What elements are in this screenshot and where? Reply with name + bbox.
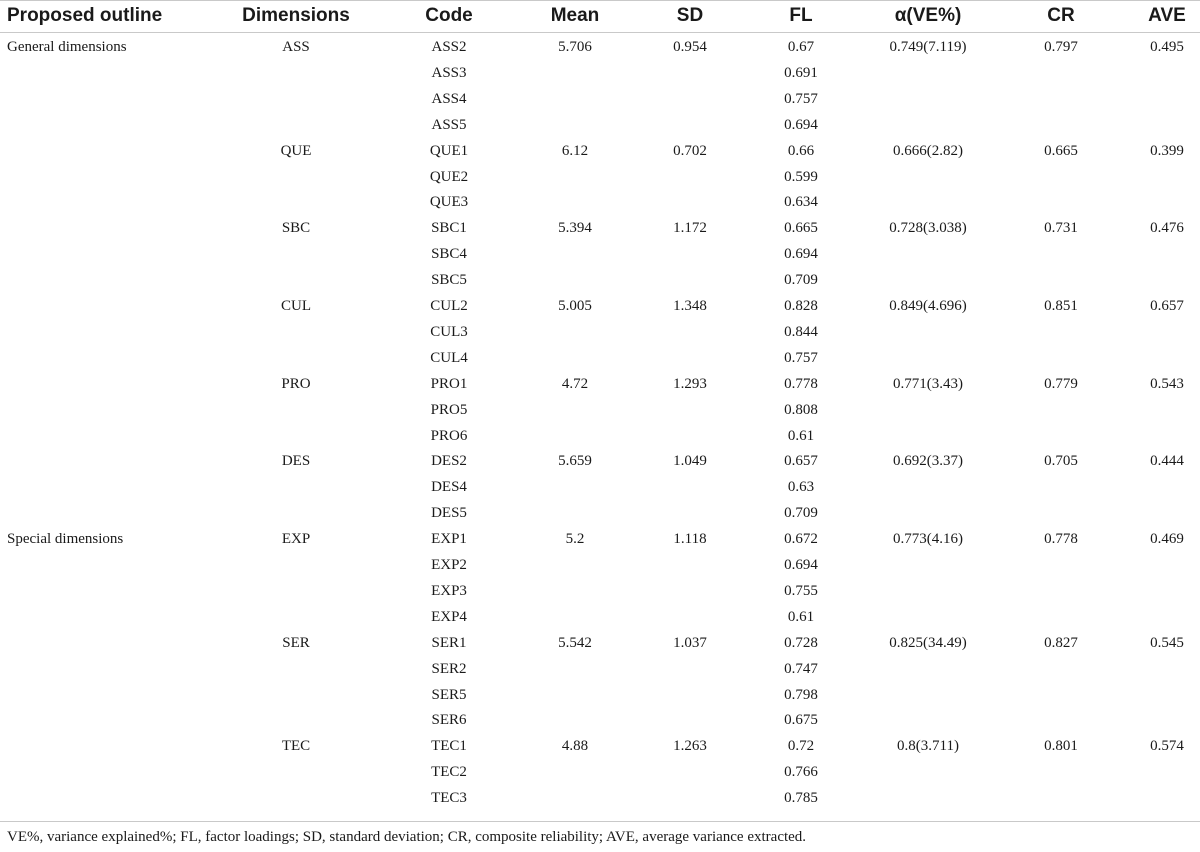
cell-ave: 0.574 [1150,738,1184,755]
cell-sd: 0.702 [673,142,707,159]
cell-cr: 0.778 [1044,531,1078,548]
cell-alpha-ve: 0.849(4.696) [889,298,967,314]
cell-code: CUL4 [430,349,468,366]
cell-dimension: PRO [281,375,311,392]
header-rule [0,32,1200,33]
cell-code: QUE2 [429,168,469,185]
cell-code: SBC1 [431,220,467,237]
cell-ave: 0.657 [1150,298,1184,314]
cell-alpha-ve: 0.692(3.37) [893,453,963,470]
cell-cr: 0.851 [1044,298,1078,314]
cell-code: PRO5 [430,401,468,418]
table-footnote: VE%, variance explained%; FL, factor loadings; SD, standard deviation; CR, composite reliability; AVE, average variance extracted. [7,829,807,845]
col-header-alpha-ve: α(VE%) [894,5,962,26]
cell-fl: 0.665 [784,220,818,237]
cell-mean: 5.542 [558,634,592,651]
cell-fl: 0.785 [784,790,818,807]
cell-code: EXP2 [431,557,467,573]
cell-cr: 0.665 [1044,142,1078,159]
cell-code: ASS3 [431,64,467,81]
cell-code: ASS4 [431,90,467,107]
cell-sd: 0.954 [673,39,707,55]
cell-code: QUE1 [429,142,469,159]
cell-fl: 0.757 [784,349,818,366]
col-header-sd: SD [676,5,704,26]
cell-ave: 0.543 [1150,375,1184,392]
col-header-dimensions: Dimensions [242,5,350,26]
cell-cr: 0.801 [1044,738,1078,755]
cell-fl: 0.72 [787,738,815,755]
cell-code: CUL3 [430,323,468,340]
cell-dimension: EXP [281,531,311,548]
cell-mean: 5.659 [558,453,592,470]
cell-fl: 0.672 [784,531,818,548]
cell-fl: 0.755 [784,582,818,599]
cell-code: SBC5 [431,272,467,289]
cell-fl: 0.66 [787,142,815,159]
col-header-code: Code [425,5,473,26]
cell-code: EXP3 [431,582,467,599]
cell-sd: 1.348 [673,298,707,314]
cell-code: SER5 [431,686,467,703]
cell-fl: 0.675 [784,712,818,729]
cell-fl: 0.709 [784,505,818,522]
cell-code: SER6 [431,712,467,729]
cell-code: TEC1 [431,738,467,755]
cell-dimension: SER [282,634,310,651]
table-bottom-rule [0,821,1200,822]
cell-mean: 6.12 [561,142,589,159]
cell-ave: 0.469 [1150,531,1184,548]
col-header-cr: CR [1047,5,1075,26]
cell-dimension: CUL [281,298,311,314]
cell-cr: 0.827 [1044,634,1078,651]
cell-fl: 0.798 [784,686,818,703]
cell-ave: 0.444 [1150,453,1184,470]
cell-sd: 1.172 [673,220,707,237]
cell-code: PRO6 [430,427,468,444]
cell-mean: 5.005 [558,298,592,314]
cell-sd: 1.293 [673,375,707,392]
cell-fl: 0.61 [787,608,815,625]
cell-code: SER2 [431,660,467,677]
cell-ave: 0.545 [1150,634,1184,651]
cell-code: ASS5 [431,116,467,133]
cell-code: EXP1 [431,531,467,548]
cell-code: TEC3 [431,790,467,807]
cell-fl: 0.766 [784,764,818,781]
cell-code: DES5 [431,505,467,522]
cell-fl: 0.61 [787,427,815,444]
col-header-ave: AVE [1148,5,1186,26]
cell-mean: 5.2 [565,531,585,548]
cell-fl: 0.694 [784,557,818,573]
cell-alpha-ve: 0.8(3.711) [897,738,959,755]
cell-ave: 0.495 [1150,39,1184,55]
cell-dimension: TEC [281,738,311,755]
cell-fl: 0.709 [784,272,818,289]
col-header-mean: Mean [550,5,600,26]
cell-alpha-ve: 0.666(2.82) [893,142,963,159]
cell-fl: 0.694 [784,246,818,263]
cell-fl: 0.657 [784,453,818,470]
cell-alpha-ve: 0.825(34.49) [889,634,967,651]
cell-fl: 0.599 [784,168,818,185]
col-header-proposed-outline: Proposed outline [7,5,163,26]
cell-code: ASS2 [431,39,467,55]
cell-fl: 0.63 [787,479,815,496]
cell-alpha-ve: 0.749(7.119) [889,39,967,55]
cell-fl: 0.828 [784,298,818,314]
cell-mean: 4.88 [561,738,589,755]
cell-code: CUL2 [430,298,468,314]
cell-sd: 1.049 [673,453,707,470]
cell-fl: 0.747 [784,660,818,677]
cell-dimension: QUE [280,142,312,159]
cell-cr: 0.731 [1044,220,1078,237]
cell-fl: 0.634 [784,194,818,211]
cell-code: SBC4 [431,246,467,263]
cell-code: TEC2 [431,764,467,781]
cell-alpha-ve: 0.728(3.038) [889,220,967,237]
cell-alpha-ve: 0.773(4.16) [893,531,963,548]
cell-fl: 0.844 [784,323,818,340]
cell-code: DES4 [431,479,467,496]
cell-dimension: SBC [281,220,311,237]
cell-sd: 1.263 [673,738,707,755]
cell-fl: 0.757 [784,90,818,107]
table-top-rule [0,0,1200,1]
cell-ave: 0.399 [1150,142,1184,159]
cell-proposed-outline: Special dimensions [7,531,124,548]
cell-mean: 5.394 [558,220,592,237]
cell-code: QUE3 [429,194,469,211]
cell-mean: 4.72 [561,375,589,392]
cell-cr: 0.705 [1044,453,1078,470]
cell-cr: 0.797 [1044,39,1078,55]
cell-fl: 0.694 [784,116,818,133]
cell-code: SER1 [431,634,467,651]
cell-code: DES2 [431,453,467,470]
cell-fl: 0.808 [784,401,818,418]
cell-fl: 0.67 [787,39,815,55]
cell-code: EXP4 [431,608,467,625]
cell-code: PRO1 [430,375,468,392]
cell-sd: 1.118 [673,531,707,548]
cell-sd: 1.037 [673,634,707,651]
cell-fl: 0.728 [784,634,818,651]
cell-mean: 5.706 [558,39,592,55]
cell-dimension: ASS [282,39,310,55]
col-header-fl: FL [789,5,813,26]
cell-fl: 0.691 [784,64,818,81]
cell-fl: 0.778 [784,375,818,392]
cell-cr: 0.779 [1044,375,1078,392]
cell-dimension: DES [281,453,311,470]
cell-proposed-outline: General dimensions [7,39,127,55]
cell-alpha-ve: 0.771(3.43) [893,375,963,392]
cell-ave: 0.476 [1150,220,1184,237]
